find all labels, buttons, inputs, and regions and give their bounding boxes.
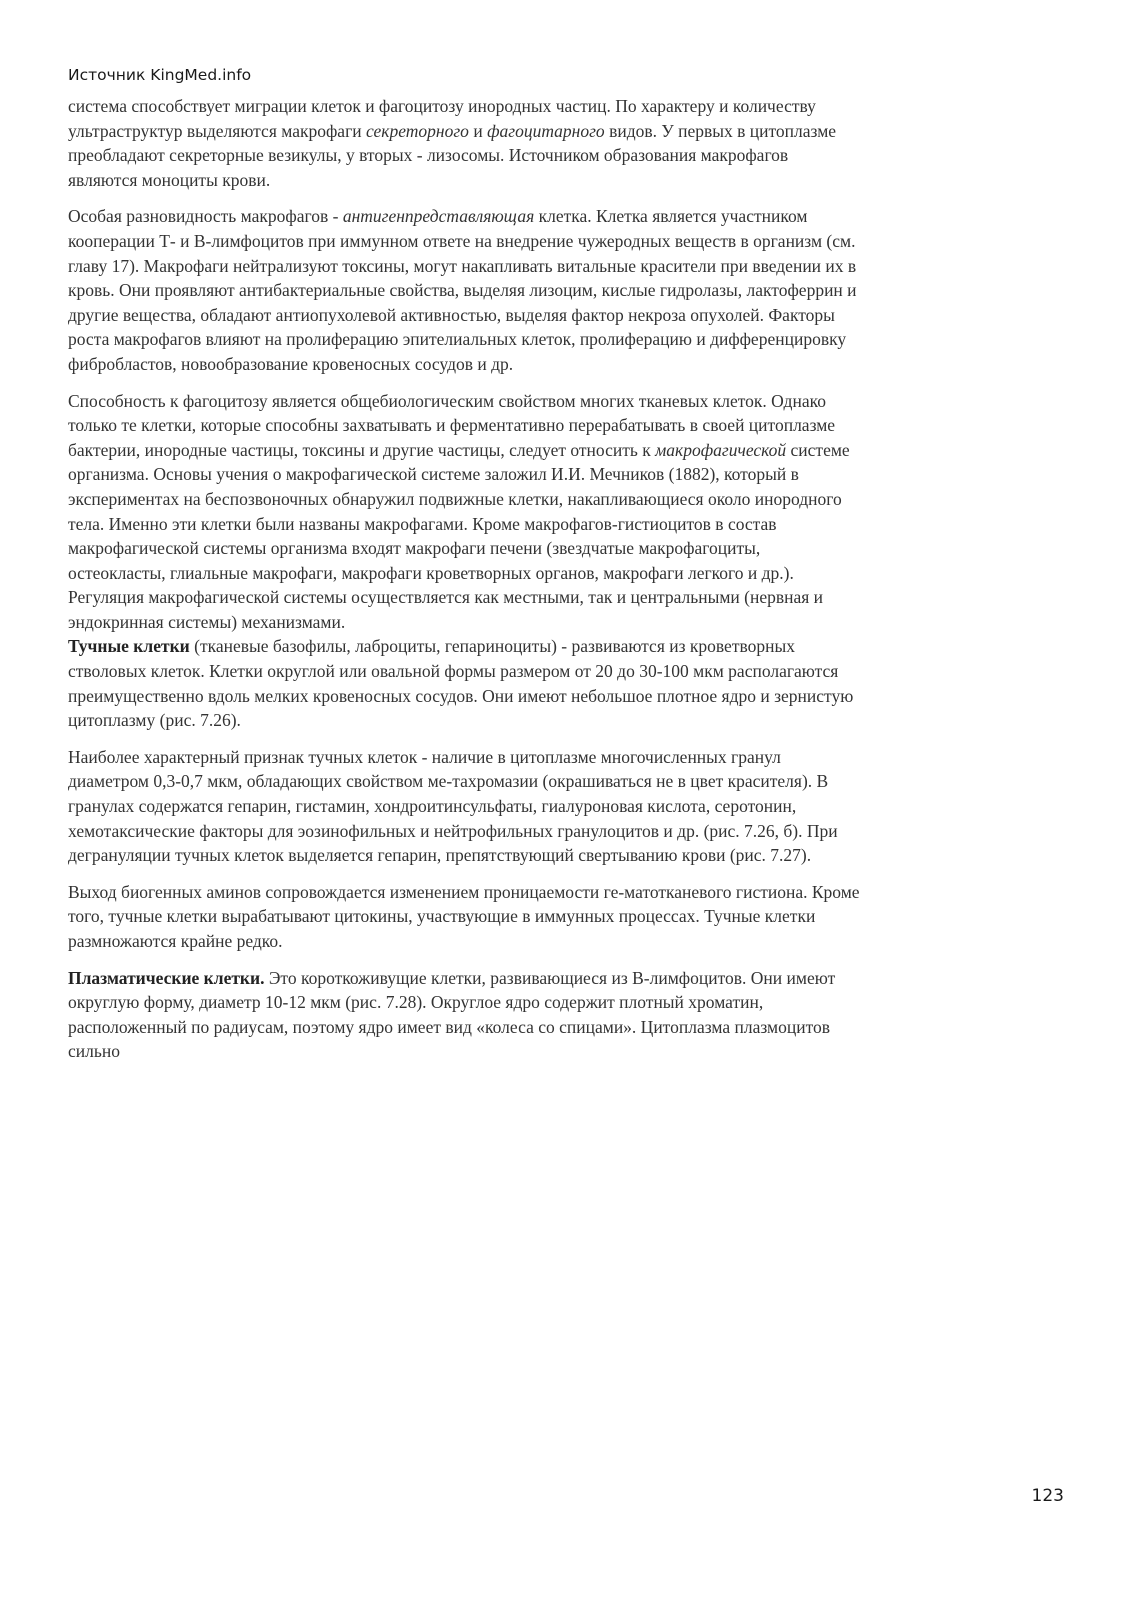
text-line: организма. Основы учения о макрофагической системе заложил И.И. Мечников (1882), который в	[68, 464, 799, 485]
text-line: роста макрофагов влияют на пролиферацию эпителиальных клеток, пролиферацию и дифференцировку	[68, 329, 847, 350]
text-line: Плазматические клетки. Это короткоживущие клетки, развивающиеся из В-лимфоцитов. Они имеют	[68, 967, 836, 988]
text-line: ультраструктур выделяются макрофаги секреторного и фагоцитарного видов. У первых в цитоплазме	[68, 120, 837, 141]
text-line: стволовых клеток. Клетки округлой или овальной формы размером от 20 до 30-100 мкм располагаются	[68, 661, 839, 682]
text-line: другие вещества, обладают антиопухолевой активностью, выделяя фактор некроза опухолей. Факторы	[68, 304, 835, 325]
paragraph-mast-cells	[68, 634, 1063, 732]
text-line: являются моноциты крови.	[68, 169, 271, 190]
text-line: того, тучные клетки вырабатывают цитокины, участвующие в иммунных процессах. Тучные клетки	[68, 906, 816, 927]
paragraph-plasma-cells	[68, 966, 1063, 1064]
page-body	[68, 94, 1063, 1076]
italic-term: секреторного	[366, 120, 469, 141]
text-line: Особая разновидность макрофагов - антигенпредставляющая клетка. Клетка является участником	[68, 206, 808, 227]
text-line: преобладают секреторные везикулы, у вторых - лизосомы. Источником образования макрофагов	[68, 145, 789, 166]
text-line: сильно	[68, 1041, 120, 1062]
text-line: дегрануляции тучных клеток выделяется гепарин, препятствующий свертыванию крови (рис. 7.27).	[68, 845, 812, 866]
text-line: Способность к фагоцитозу является общебиологическим свойством многих тканевых клеток. Однако	[68, 390, 826, 411]
italic-term: антигенпредставляющая	[342, 206, 535, 227]
text-line: хемотаксические факторы для эозинофильных и нейтрофильных гранулоцитов и др. (рис. 7.26, б). При	[68, 820, 838, 841]
text-line: гранулах содержатся гепарин, гистамин, хондроитинсульфаты, гиалуроновая кислота, серотонин,	[68, 796, 797, 817]
text-line: только те клетки, которые способны захватывать и ферментативно перерабатывать в своей цитоплазме	[68, 415, 836, 436]
text-line: главу 17). Макрофаги нейтрализуют токсины, могут накапливать витальные красители при введении их в	[68, 255, 857, 276]
paragraph-phagocytosis	[68, 389, 1063, 635]
paragraph-mast-granules	[68, 745, 1063, 868]
text-line: остеокласты, глиальные макрофаги, макрофаги кроветворных органов, макрофаги легкого и др.).	[68, 562, 794, 583]
text-line: округлую форму, диаметр 10-12 мкм (рис. 7.28). Округлое ядро содержит плотный хроматин,	[68, 992, 764, 1013]
text-line: диаметром 0,3-0,7 мкм, обладающих свойством ме-тахромазии (окрашиваться не в цвет красителя). В	[68, 771, 829, 792]
paragraph-biogenic-amines	[68, 880, 1063, 954]
text-line: размножаются крайне редко.	[68, 931, 283, 951]
page-number: 123	[1031, 1486, 1064, 1506]
text-line: бактерии, инородные частицы, токсины и другие частицы, следует относить к макрофагической системе	[68, 439, 850, 460]
text-line: расположенный по радиусам, поэтому ядро имеет вид «колеса со спицами». Цитоплазма плазмоцитов	[68, 1016, 830, 1037]
text-line: система способствует миграции клеток и фагоцитозу инородных частиц. По характеру и количеству	[68, 96, 816, 116]
paragraph-antigen-presenting	[68, 204, 1063, 376]
bold-term: Тучные клетки	[68, 636, 190, 657]
text-line: экспериментах на беспозвоночных обнаружил подвижные клетки, накапливающиеся около инородного	[68, 488, 842, 509]
text-line: эндокринная системы) механизмами.	[68, 611, 346, 632]
text-line: фибробластов, новообразование кровеносных сосудов и др.	[68, 353, 514, 374]
text-line: Регуляция макрофагической системы осуществляется как местными, так и центральными (нервная и	[68, 587, 824, 608]
text-line: кооперации Т- и В-лимфоцитов при иммунном ответе на внедрение чужеродных веществ в организм (см.	[68, 230, 856, 251]
text-line: цитоплазму (рис. 7.26).	[68, 710, 241, 731]
italic-term: фагоцитарного	[487, 120, 605, 141]
text-line: преимущественно вдоль мелких кровеносных сосудов. Они имеют небольшое плотное ядро и зернистую	[68, 685, 854, 706]
paragraph-macrophage-types	[68, 94, 1063, 192]
text-line: Тучные клетки (тканевые базофилы, лаброциты, гепариноциты) - развиваются из кроветворных	[68, 636, 795, 657]
text-line: макрофагической системы организма входят макрофаги печени (звездчатые макрофагоциты,	[68, 538, 761, 559]
source-header: Источник KingMed.info	[68, 66, 252, 84]
bold-term: Плазматические клетки.	[68, 967, 265, 988]
italic-term: макрофагической	[655, 439, 787, 460]
text-line: тела. Именно эти клетки были названы макрофагами. Кроме макрофагов-гистиоцитов в состав	[68, 513, 777, 534]
text-line: Наиболее характерный признак тучных клеток - наличие в цитоплазме многочисленных гранул	[68, 746, 781, 767]
text-line: Выход биогенных аминов сопровождается изменением проницаемости ге-матотканевого гистиона. Кроме	[68, 881, 860, 902]
text-line: кровь. Они проявляют антибактериальные свойства, выделяя лизоцим, кислые гидролазы, лактоферрин и	[68, 280, 857, 301]
